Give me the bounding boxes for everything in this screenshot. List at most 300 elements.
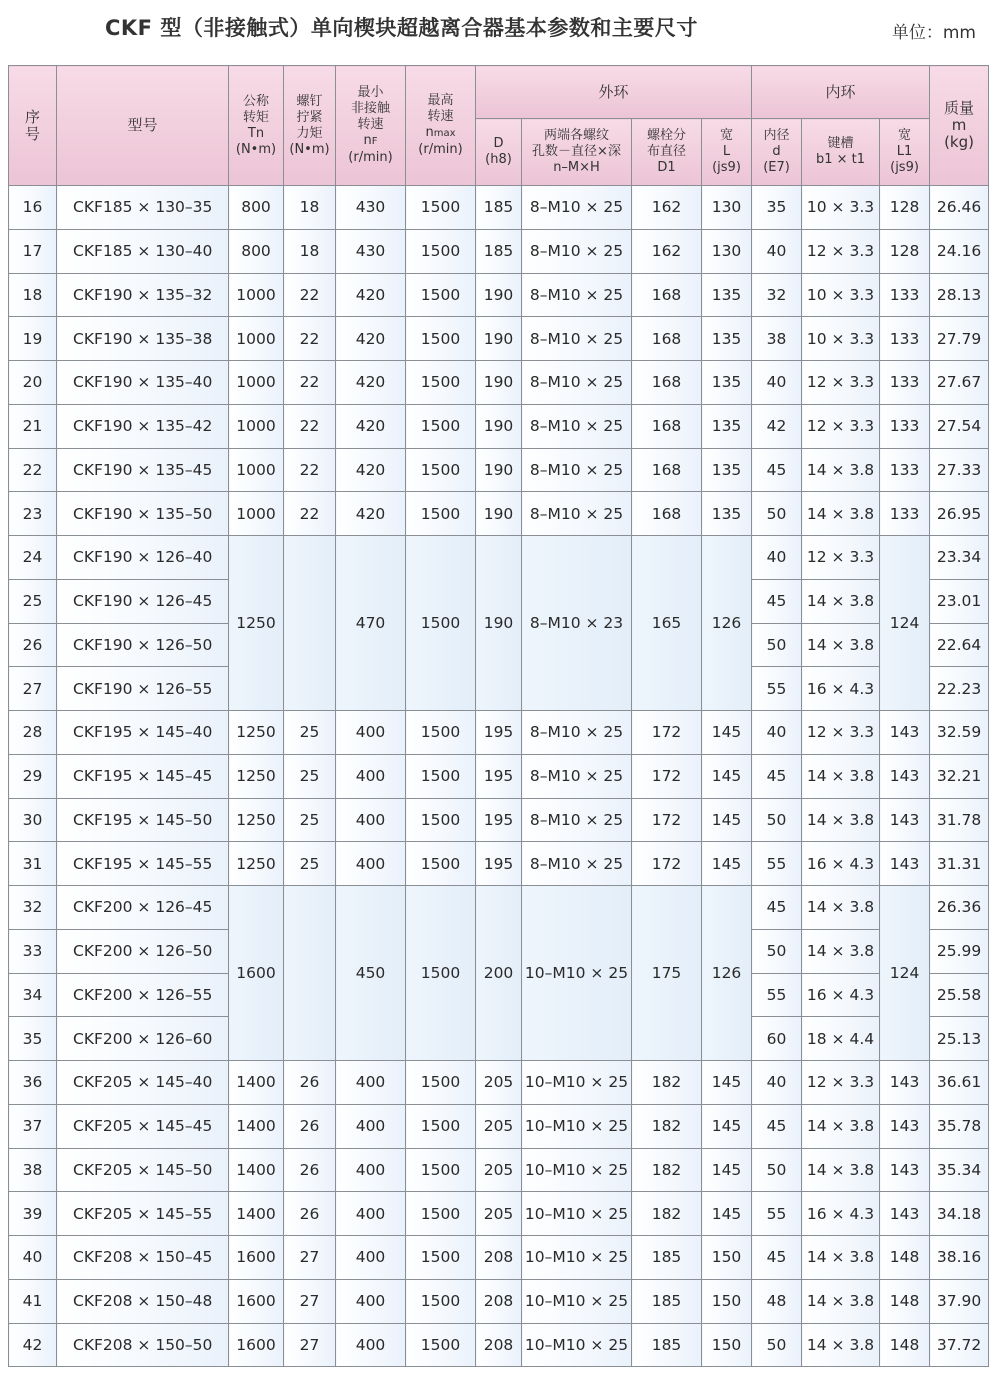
cell-min-speed: 400 [336,711,406,755]
cell-key: 14 × 3.8 [802,623,880,667]
cell-bolt-torque: 22 [284,404,336,448]
cell-min-speed: 400 [336,754,406,798]
cell-torque: 1600 [229,1279,284,1323]
cell-mass: 35.78 [930,1104,989,1148]
cell-min-speed: 400 [336,1148,406,1192]
header-outer-holes: 两端各螺纹 孔数－直径×深 n–M×H [522,119,632,186]
cell-holes: 8–M10 × 25 [522,448,632,492]
cell-min-speed: 420 [336,448,406,492]
cell-inner-d: 45 [752,754,802,798]
cell-outer-width: 135 [702,273,752,317]
cell-outer-width: 130 [702,229,752,273]
cell-key: 14 × 3.8 [802,754,880,798]
cell-seq: 31 [9,842,57,886]
cell-inner-d: 48 [752,1279,802,1323]
cell-holes: 10–M10 × 25 [522,1148,632,1192]
cell-torque: 1000 [229,448,284,492]
cell-inner-d: 60 [752,1017,802,1061]
cell-d1: 182 [632,1061,702,1105]
cell-mass: 23.34 [930,536,989,580]
cell-inner-d: 35 [752,186,802,230]
cell-d1: 182 [632,1104,702,1148]
cell-model: CKF208 × 150–48 [57,1279,229,1323]
cell-holes: 8–M10 × 25 [522,711,632,755]
cell-mass: 32.21 [930,754,989,798]
cell-key: 14 × 3.8 [802,579,880,623]
cell-inner-width: 133 [880,361,930,405]
cell-key: 10 × 3.3 [802,273,880,317]
cell-d1: 162 [632,186,702,230]
cell-min-speed: 400 [336,1192,406,1236]
cell-mass: 31.78 [930,798,989,842]
header-bolt-torque: 螺钉 拧紧 力矩 (N•m) [284,66,336,186]
cell-inner-width: 143 [880,842,930,886]
cell-outer-d: 195 [476,842,522,886]
cell-seq: 16 [9,186,57,230]
cell-mass: 31.31 [930,842,989,886]
cell-min-speed: 400 [336,842,406,886]
cell-inner-d: 50 [752,929,802,973]
cell-mass: 28.13 [930,273,989,317]
cell-key: 16 × 4.3 [802,973,880,1017]
cell-mass: 32.59 [930,711,989,755]
cell-seq: 33 [9,929,57,973]
cell-outer-d: 190 [476,448,522,492]
cell-bolt-torque [284,886,336,1061]
cell-inner-d: 50 [752,1323,802,1367]
cell-mass: 24.16 [930,229,989,273]
cell-seq: 20 [9,361,57,405]
cell-inner-d: 32 [752,273,802,317]
table-row [9,1061,989,1105]
cell-holes: 8–M10 × 25 [522,754,632,798]
cell-key: 16 × 4.3 [802,1192,880,1236]
cell-inner-d: 45 [752,579,802,623]
cell-d1: 172 [632,711,702,755]
cell-model: CKF190 × 126–45 [57,579,229,623]
cell-mass: 27.54 [930,404,989,448]
cell-seq: 30 [9,798,57,842]
cell-bolt-torque: 25 [284,842,336,886]
cell-outer-d: 190 [476,492,522,536]
cell-outer-width: 130 [702,186,752,230]
cell-model: CKF190 × 135–45 [57,448,229,492]
cell-inner-width: 148 [880,1323,930,1367]
cell-inner-width: 124 [880,536,930,711]
table-row [9,186,989,230]
cell-model: CKF200 × 126–45 [57,886,229,930]
cell-seq: 32 [9,886,57,930]
cell-seq: 27 [9,667,57,711]
cell-outer-d: 185 [476,229,522,273]
cell-min-speed: 400 [336,1236,406,1280]
cell-torque: 1250 [229,842,284,886]
cell-outer-width: 150 [702,1236,752,1280]
cell-model: CKF195 × 145–40 [57,711,229,755]
cell-torque: 1600 [229,1323,284,1367]
cell-bolt-torque: 22 [284,361,336,405]
cell-key: 14 × 3.8 [802,798,880,842]
table-row [9,1323,989,1367]
cell-bolt-torque [284,536,336,711]
cell-outer-d: 208 [476,1279,522,1323]
cell-seq: 37 [9,1104,57,1148]
cell-seq: 34 [9,973,57,1017]
cell-bolt-torque: 22 [284,317,336,361]
cell-inner-width: 148 [880,1279,930,1323]
cell-inner-d: 50 [752,798,802,842]
cell-seq: 25 [9,579,57,623]
cell-bolt-torque: 27 [284,1323,336,1367]
cell-outer-width: 145 [702,1061,752,1105]
cell-key: 16 × 4.3 [802,667,880,711]
cell-bolt-torque: 25 [284,754,336,798]
cell-inner-d: 45 [752,1236,802,1280]
cell-torque: 800 [229,186,284,230]
page-title: CKF 型（非接触式）单向楔块超越离合器基本参数和主要尺寸 [105,16,698,40]
cell-max-speed: 1500 [406,1323,476,1367]
cell-inner-d: 55 [752,1192,802,1236]
cell-key: 10 × 3.3 [802,186,880,230]
table-row [9,317,989,361]
cell-outer-d: 190 [476,361,522,405]
cell-seq: 36 [9,1061,57,1105]
cell-outer-d: 195 [476,754,522,798]
header-outer-ring: 外环 [476,66,752,119]
cell-outer-width: 145 [702,1192,752,1236]
cell-mass: 35.34 [930,1148,989,1192]
cell-model: CKF200 × 126–50 [57,929,229,973]
cell-seq: 24 [9,536,57,580]
cell-d1: 185 [632,1323,702,1367]
cell-holes: 10–M10 × 25 [522,1323,632,1367]
cell-inner-width: 133 [880,492,930,536]
cell-min-speed: 420 [336,404,406,448]
cell-inner-d: 55 [752,973,802,1017]
table-row [9,1148,989,1192]
table-row [9,229,989,273]
cell-min-speed: 400 [336,1061,406,1105]
cell-d1: 182 [632,1148,702,1192]
cell-model: CKF205 × 145–45 [57,1104,229,1148]
cell-bolt-torque: 27 [284,1236,336,1280]
cell-torque: 1250 [229,711,284,755]
cell-bolt-torque: 22 [284,273,336,317]
cell-model: CKF190 × 135–42 [57,404,229,448]
cell-inner-d: 45 [752,886,802,930]
cell-outer-width: 150 [702,1279,752,1323]
cell-model: CKF190 × 135–40 [57,361,229,405]
cell-d1: 168 [632,317,702,361]
cell-d1: 168 [632,492,702,536]
cell-inner-width: 128 [880,229,930,273]
cell-mass: 26.46 [930,186,989,230]
header-outer-d: D (h8) [476,119,522,186]
cell-model: CKF190 × 126–40 [57,536,229,580]
cell-holes: 8–M10 × 25 [522,361,632,405]
cell-max-speed: 1500 [406,186,476,230]
cell-outer-width: 145 [702,798,752,842]
cell-torque: 1400 [229,1148,284,1192]
table-row [9,1236,989,1280]
cell-max-speed: 1500 [406,886,476,1061]
cell-inner-width: 143 [880,711,930,755]
cell-seq: 38 [9,1148,57,1192]
cell-outer-width: 135 [702,448,752,492]
cell-bolt-torque: 26 [284,1192,336,1236]
cell-mass: 27.67 [930,361,989,405]
cell-max-speed: 1500 [406,404,476,448]
cell-max-speed: 1500 [406,1061,476,1105]
cell-inner-width: 143 [880,1148,930,1192]
cell-inner-width: 143 [880,798,930,842]
cell-max-speed: 1500 [406,1148,476,1192]
cell-inner-width: 133 [880,273,930,317]
cell-outer-d: 190 [476,317,522,361]
cell-model: CKF190 × 135–32 [57,273,229,317]
cell-holes: 8–M10 × 25 [522,229,632,273]
cell-bolt-torque: 26 [284,1104,336,1148]
cell-min-speed: 420 [336,317,406,361]
cell-inner-d: 40 [752,229,802,273]
cell-inner-width: 128 [880,186,930,230]
cell-outer-width: 145 [702,711,752,755]
cell-inner-width: 143 [880,1104,930,1148]
header-inner-key: 键槽 b1 × t1 [802,119,880,186]
cell-key: 18 × 4.4 [802,1017,880,1061]
cell-model: CKF195 × 145–55 [57,842,229,886]
cell-d1: 165 [632,536,702,711]
cell-max-speed: 1500 [406,1192,476,1236]
cell-holes: 10–M10 × 25 [522,1279,632,1323]
cell-holes: 10–M10 × 25 [522,886,632,1061]
cell-outer-d: 208 [476,1323,522,1367]
cell-seq: 42 [9,1323,57,1367]
cell-torque: 1400 [229,1104,284,1148]
header-model: 型号 [57,66,229,186]
cell-inner-d: 45 [752,448,802,492]
cell-inner-d: 55 [752,667,802,711]
cell-outer-d: 195 [476,798,522,842]
cell-inner-width: 133 [880,448,930,492]
cell-torque: 1600 [229,1236,284,1280]
header-outer-width: 宽 L (js9) [702,119,752,186]
cell-key: 12 × 3.3 [802,536,880,580]
cell-inner-width: 148 [880,1236,930,1280]
cell-torque: 1250 [229,536,284,711]
cell-seq: 19 [9,317,57,361]
header-outer-d1: 螺栓分 布直径 D1 [632,119,702,186]
cell-inner-width: 143 [880,1192,930,1236]
header-inner-width: 宽 L1 (js9) [880,119,930,186]
cell-holes: 8–M10 × 23 [522,536,632,711]
cell-holes: 8–M10 × 25 [522,317,632,361]
cell-seq: 23 [9,492,57,536]
cell-outer-d: 185 [476,186,522,230]
cell-d1: 182 [632,1192,702,1236]
cell-mass: 25.99 [930,929,989,973]
cell-outer-d: 190 [476,404,522,448]
cell-min-speed: 400 [336,1323,406,1367]
cell-min-speed: 450 [336,886,406,1061]
cell-key: 14 × 3.8 [802,1104,880,1148]
unit-label: 单位：mm [891,23,976,43]
table-row [9,798,989,842]
cell-max-speed: 1500 [406,536,476,711]
cell-mass: 36.61 [930,1061,989,1105]
cell-d1: 168 [632,273,702,317]
table-row [9,273,989,317]
cell-seq: 18 [9,273,57,317]
cell-holes: 8–M10 × 25 [522,186,632,230]
cell-inner-d: 38 [752,317,802,361]
cell-outer-width: 145 [702,1104,752,1148]
cell-bolt-torque: 22 [284,492,336,536]
cell-outer-width: 126 [702,886,752,1061]
cell-inner-d: 50 [752,623,802,667]
cell-outer-d: 190 [476,536,522,711]
cell-mass: 34.18 [930,1192,989,1236]
cell-key: 12 × 3.3 [802,361,880,405]
cell-torque: 1000 [229,492,284,536]
cell-outer-d: 190 [476,273,522,317]
cell-model: CKF208 × 150–45 [57,1236,229,1280]
cell-max-speed: 1500 [406,361,476,405]
cell-mass: 25.13 [930,1017,989,1061]
cell-inner-d: 45 [752,1104,802,1148]
header-inner-d: 内径 d (E7) [752,119,802,186]
cell-key: 16 × 4.3 [802,842,880,886]
cell-mass: 37.90 [930,1279,989,1323]
cell-torque: 1400 [229,1061,284,1105]
cell-outer-d: 205 [476,1061,522,1105]
cell-bolt-torque: 25 [284,711,336,755]
cell-inner-width: 133 [880,404,930,448]
cell-model: CKF205 × 145–50 [57,1148,229,1192]
cell-d1: 168 [632,361,702,405]
cell-max-speed: 1500 [406,1279,476,1323]
cell-key: 14 × 3.8 [802,1323,880,1367]
cell-min-speed: 430 [336,186,406,230]
cell-mass: 26.36 [930,886,989,930]
cell-outer-width: 135 [702,317,752,361]
cell-max-speed: 1500 [406,842,476,886]
cell-max-speed: 1500 [406,448,476,492]
cell-max-speed: 1500 [406,492,476,536]
cell-key: 14 × 3.8 [802,1148,880,1192]
cell-key: 14 × 3.8 [802,886,880,930]
cell-key: 14 × 3.8 [802,1279,880,1323]
header-inner-ring: 内环 [752,66,930,119]
cell-d1: 185 [632,1236,702,1280]
table-row [9,404,989,448]
cell-inner-d: 50 [752,1148,802,1192]
cell-model: CKF190 × 126–55 [57,667,229,711]
table-row [9,1279,989,1323]
cell-key: 14 × 3.8 [802,492,880,536]
cell-seq: 21 [9,404,57,448]
cell-outer-width: 126 [702,536,752,711]
table-row [9,1104,989,1148]
cell-key: 12 × 3.3 [802,711,880,755]
cell-min-speed: 420 [336,492,406,536]
cell-bolt-torque: 27 [284,1279,336,1323]
cell-max-speed: 1500 [406,1104,476,1148]
cell-seq: 35 [9,1017,57,1061]
cell-bolt-torque: 18 [284,186,336,230]
cell-inner-d: 55 [752,842,802,886]
cell-bolt-torque: 26 [284,1061,336,1105]
cell-bolt-torque: 25 [284,798,336,842]
cell-model: CKF200 × 126–55 [57,973,229,1017]
table-row [9,361,989,405]
cell-model: CKF190 × 135–38 [57,317,229,361]
cell-seq: 40 [9,1236,57,1280]
cell-model: CKF205 × 145–55 [57,1192,229,1236]
cell-torque: 1000 [229,361,284,405]
cell-inner-width: 143 [880,754,930,798]
cell-key: 14 × 3.8 [802,448,880,492]
cell-seq: 22 [9,448,57,492]
cell-seq: 17 [9,229,57,273]
cell-seq: 39 [9,1192,57,1236]
cell-holes: 8–M10 × 25 [522,842,632,886]
cell-torque: 800 [229,229,284,273]
cell-key: 14 × 3.8 [802,1236,880,1280]
cell-min-speed: 400 [336,1104,406,1148]
cell-mass: 38.16 [930,1236,989,1280]
cell-max-speed: 1500 [406,754,476,798]
cell-min-speed: 470 [336,536,406,711]
cell-torque: 1600 [229,886,284,1061]
cell-bolt-torque: 22 [284,448,336,492]
cell-d1: 172 [632,842,702,886]
cell-model: CKF195 × 145–45 [57,754,229,798]
cell-key: 12 × 3.3 [802,404,880,448]
table-row [9,536,989,580]
cell-outer-d: 208 [476,1236,522,1280]
cell-max-speed: 1500 [406,711,476,755]
cell-inner-d: 40 [752,1061,802,1105]
cell-min-speed: 430 [336,229,406,273]
cell-mass: 27.79 [930,317,989,361]
cell-max-speed: 1500 [406,229,476,273]
cell-min-speed: 400 [336,1279,406,1323]
table-body [9,186,989,1367]
header-min-speed: 最小 非接触 转速 nF (r/min) [336,66,406,186]
header-torque: 公称 转矩 Tn (N•m) [229,66,284,186]
cell-d1: 172 [632,798,702,842]
cell-model: CKF190 × 126–50 [57,623,229,667]
cell-model: CKF208 × 150–50 [57,1323,229,1367]
cell-inner-width: 124 [880,886,930,1061]
cell-inner-d: 40 [752,711,802,755]
cell-mass: 27.33 [930,448,989,492]
cell-inner-d: 50 [752,492,802,536]
table-row [9,492,989,536]
cell-torque: 1250 [229,798,284,842]
cell-d1: 185 [632,1279,702,1323]
cell-torque: 1250 [229,754,284,798]
cell-torque: 1400 [229,1192,284,1236]
cell-max-speed: 1500 [406,798,476,842]
cell-outer-width: 145 [702,842,752,886]
cell-max-speed: 1500 [406,1236,476,1280]
cell-model: CKF200 × 126–60 [57,1017,229,1061]
cell-bolt-torque: 26 [284,1148,336,1192]
header-max-speed: 最高 转速 nmax (r/min) [406,66,476,186]
cell-min-speed: 420 [336,361,406,405]
